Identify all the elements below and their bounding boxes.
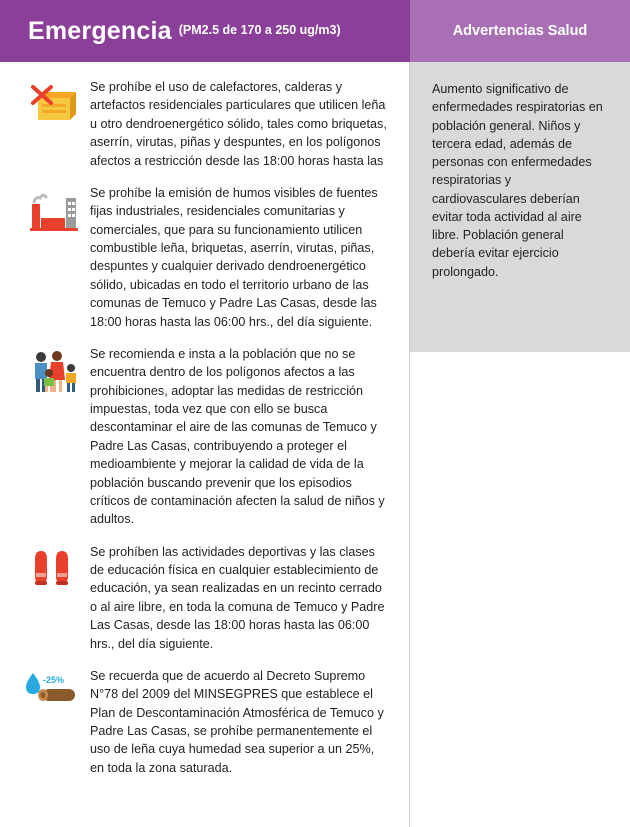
measure-item	[0, 667, 409, 777]
measures-column	[0, 62, 410, 827]
measure-text: Se prohíben las actividades deportivas y las clases de educación física en cualquier establecimiento de educación, ya sean realizadas en un recinto cerrado o al aire libre, en toda la comuna de Temuco y Padre Las Casas, desde las 18:00 horas hasta las 06:00 hrs., del día siguiente.	[90, 544, 385, 651]
measure-text: Se recomienda e insta a la población que no se encuentra dentro de los polígonos afectos a las prohibiciones, adoptar las medidas de restricción impuestas, toda vez que con ello se busca descontaminar el aire de las comunas de Temuco y Padre Las Casas, contribuyendo a proteger el medioambiente y mejorar la calidad de vida de la población buscando prevenir que los episodios críticos de contaminación afecten la salud de niños y adultos.	[90, 346, 385, 527]
health-advisory-column	[410, 62, 630, 827]
measure-text: Se recuerda que de acuerdo al Decreto Supremo N°78 del 2009 del MINSEGPRES que establece el Plan de Descontaminación Atmosférica de Temuco y Padre Las Casas, se prohíbe permanentemente el uso de leña cuya humedad sea superior a un 25%, en toda la zona saturada.	[90, 668, 384, 775]
page-header	[0, 0, 630, 62]
factory-icon	[18, 184, 90, 232]
measure-item	[0, 543, 409, 653]
page-subtitle: (PM2.5 de 170 a 250 ug/m3)	[178, 23, 341, 37]
measure-item	[0, 184, 409, 331]
family-icon	[18, 345, 90, 395]
heater-prohibited-icon-svg	[28, 82, 80, 128]
page-title: Emergencia	[28, 16, 172, 45]
health-advisory-text: Aumento significativo de enfermedades respiratorias en población general. Niños y tercera edad, además de personas con enfermedades respiratorias y cardiovasculares deberían evitar toda actividad al aire libre. Población general debería evitar ejercicio prolongado.	[432, 82, 603, 279]
measure-text: Se prohíbe el uso de calefactores, calderas y artefactos residenciales particulares que utilicen leña u otro dendroenergético sólido, tales como briquetas, aserrín, virutas, piñas y despuntes, en los polígonos afectos a restricción desde las 18:00 horas hasta las	[90, 80, 387, 168]
page-body	[0, 62, 630, 827]
heater-prohibited-icon	[18, 78, 90, 128]
health-advisory-banner	[410, 0, 630, 62]
running-shoes-icon-svg	[32, 547, 76, 591]
humidity-limit-label: -25%	[43, 674, 65, 685]
measure-item	[0, 78, 409, 170]
wet-firewood-icon	[18, 667, 90, 705]
health-advisory-title: Advertencias Salud	[452, 23, 588, 39]
health-advisory-box	[410, 62, 630, 352]
measure-item	[0, 345, 409, 529]
wet-firewood-icon-svg	[23, 671, 85, 705]
factory-icon-svg	[28, 188, 80, 232]
measure-text: Se prohíbe la emisión de humos visibles de fuentes fijas industriales, residenciales comunitarias y comerciales, que para su funcionamiento utilicen combustible leña, briquetas, aserrín, virutas, piñas, despuntes y cualquier derivado dendroenergético sólido, ubicadas en todo el territorio urbano de las comunas de Temuco y Padre Las Casas, desde las 18:00 horas hasta las 06:00 hrs., del día siguiente.	[90, 185, 378, 329]
running-shoes-icon	[18, 543, 90, 591]
header-level-banner	[0, 0, 410, 62]
family-icon-svg	[27, 349, 81, 395]
